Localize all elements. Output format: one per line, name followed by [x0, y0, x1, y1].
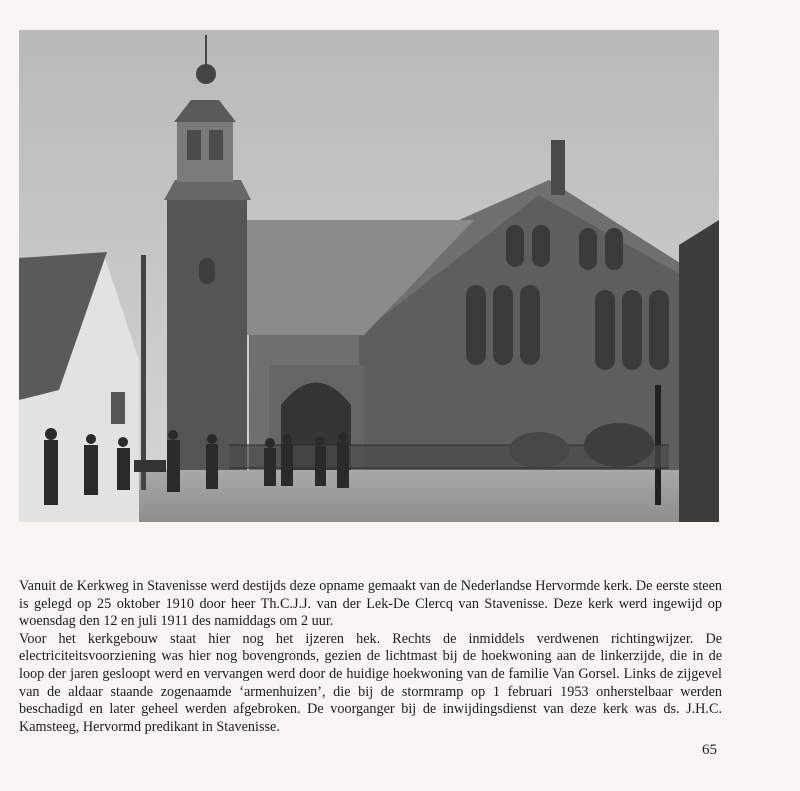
- church-photo-illustration: [19, 30, 719, 522]
- page-number: 65: [702, 742, 717, 758]
- caption-paragraph-1: Vanuit de Kerkweg in Stavenisse werd destijds deze opname gemaakt van de Nederlandse Hervormde kerk. De eerste steen is gelegd op 25 oktober 1910 door heer Th.C.J.J. van der Lek-De Clercq van Stavenisse. Deze kerk werd ingewijd op woensdag den 12 en juli 1911 des namiddags om 2 uur.: [19, 578, 722, 630]
- photo-caption: [19, 578, 722, 736]
- caption-paragraph-2: Voor het kerkgebouw staat hier nog het ijzeren hek. Rechts de inmiddels verdwenen richtingwijzer. De electriciteitsvoorziening was hier nog bovengronds, gezien de lichtmast bij de hoekwoning aan de linkerzijde, die in de loop der jaren gesloopt werd en vervangen werd door de huidige hoekwoning van de familie Van Gorsel. Links de zijgevel van de aldaar staande zogenaamde ‘armenhuizen’, die bij de stormramp op 1 februari 1953 onherstelbaar werden beschadigd en later geheel werden afgebroken. De voorganger bij de inwijdingsdienst van deze kerk was ds. J.H.C. Kamsteeg, Hervormd predikant in Stavenisse.: [19, 630, 722, 735]
- church-photograph: [19, 30, 719, 522]
